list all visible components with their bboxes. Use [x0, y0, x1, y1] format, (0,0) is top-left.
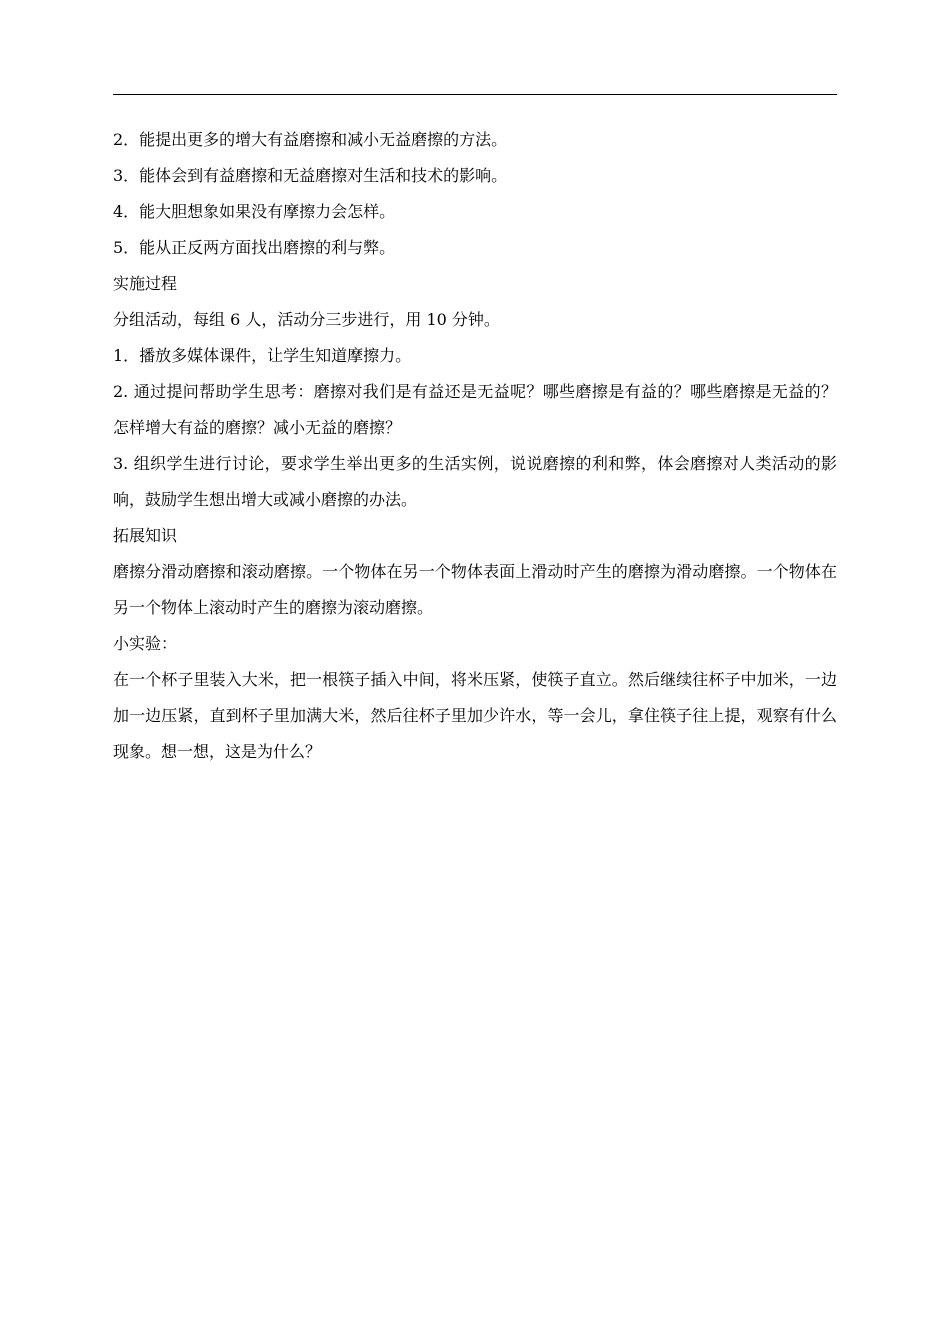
experiment-text: 在一个杯子里装入大米，把一根筷子插入中间，将米压紧，使筷子直立。然后继续往杯子中加米，一边加一边压紧，直到杯子里加满大米，然后往杯子里加少许水，等一会儿，拿住筷子往上提，观察有什么现象。想一想，这是为什么？	[113, 670, 837, 761]
experiment-heading: 小实验：	[113, 634, 178, 653]
extension-text: 磨擦分滑动磨擦和滚动磨擦。一个物体在另一个物体表面上滑动时产生的磨擦为滑动磨擦。一个物体在另一个物体上滚动时产生的磨擦为滚动磨擦。	[113, 562, 837, 617]
goal-item-4: 4．能大胆想象如果没有摩擦力会怎样。	[113, 202, 396, 221]
process-intro: 分组活动，每组 6 人，活动分三步进行，用 10 分钟。	[113, 310, 500, 329]
goal-item-2: 2．能提出更多的增大有益磨擦和减小无益磨擦的方法。	[113, 130, 508, 149]
process-heading: 实施过程	[113, 274, 178, 293]
goal-item-5: 5．能从正反两方面找出磨擦的利与弊。	[113, 238, 396, 257]
process-step-2: 2. 通过提问帮助学生思考：磨擦对我们是有益还是无益呢？哪些磨擦是有益的？哪些磨擦是无益的？怎样增大有益的磨擦？减小无益的磨擦？	[113, 382, 837, 437]
goal-item-3: 3．能体会到有益磨擦和无益磨擦对生活和技术的影响。	[113, 166, 508, 185]
header-rule	[113, 94, 837, 95]
process-step-1: 1．播放多媒体课件，让学生知道摩擦力。	[113, 346, 412, 365]
process-step-3: 3. 组织学生进行讨论，要求学生举出更多的生活实例，说说磨擦的利和弊，体会磨擦对人类活动的影响，鼓励学生想出增大或减小磨擦的办法。	[113, 454, 837, 509]
document-body	[113, 122, 837, 770]
extension-heading: 拓展知识	[113, 526, 178, 545]
